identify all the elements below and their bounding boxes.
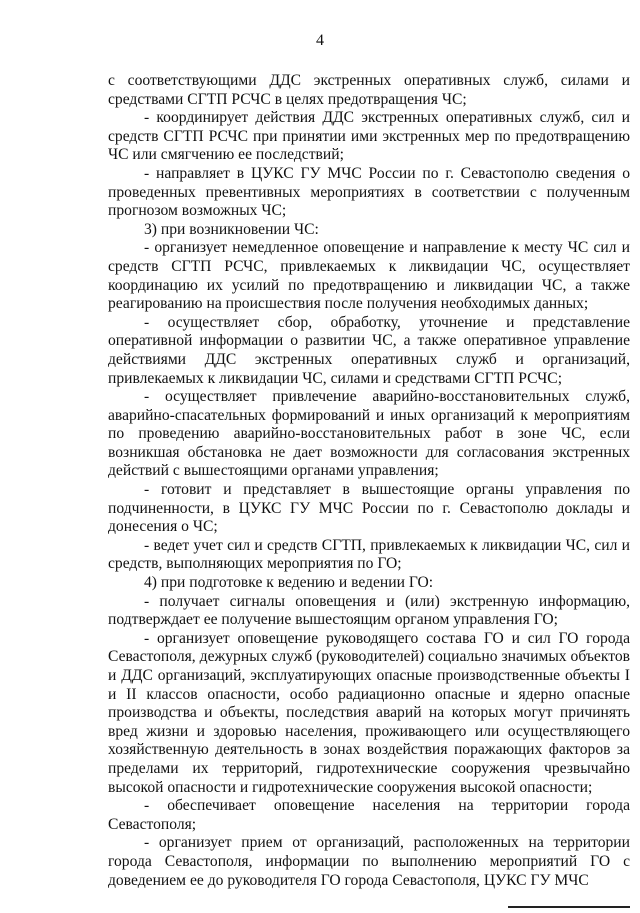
section-heading-4: 4) при подготовке к ведению и ведении ГО: [144,574,434,592]
paragraph-14: - организует прием от организаций, расположенных на территории города Севастополя, информации по выполнению мероприятий ГО с доведением ее до руководителя ГО города Севастополя, ЦУКС ГУ МЧС [108,834,630,889]
paragraph-9: - ведет учет сил и средств СГТП, привлекаемых к ликвидации ЧС, сил и средств, выполняющих мероприятия по ГО; [108,536,630,573]
paragraph-12: - организует оповещение руководящего состава ГО и сил ГО города Севастополя, дежурных служб (руководителей) социально значимых объектов и ДДС организаций, эксплуатирующих опасные производственные объекты I и II классов опасности, особо радиационно опасные и ядерно опасные производства и объекты, последствия аварий на которых могут причинять вред жизни и здоровью населения, проживающего или осуществляющего хозяйственную деятельность в зонах воздействия поражающих факторов за пределами их территорий, гидротехнические сооружения чрезвычайно высокой опасности и гидротехнические сооружения высокой опасности; [108,629,630,796]
paragraph-3: - направляет в ЦУКС ГУ МЧС России по г. Севастополю сведения о проведенных превентивных мероприятиях в соответствии с полученным прогнозом возможных ЧС; [108,164,630,220]
paragraph-5: - организует немедленное оповещение и направление к месту ЧС сил и средств СГТП РСЧС, привлекаемых к ликвидации ЧС, осуществляет координацию их усилий по предотвращению и ликвидации ЧС, а также реагированию на происшествия после получения необходимых данных; [108,239,630,313]
page-number: 4 [316,32,324,49]
paragraph-13: - обеспечивает оповещение населения на территории города Севастополя; [108,797,630,833]
footer-rule [508,906,630,908]
paragraph-2: - координирует действия ДДС экстренных оперативных служб, сил и средств СГТП РСЧС при принятии ими экстренных мер по предотвращению ЧС или смягчению ее последствий; [108,109,630,164]
paragraph-11: - получает сигналы оповещения и (или) экстренную информацию, подтверждает ее получение вышестоящим органом управления ГО; [108,592,630,629]
document-body [108,72,630,890]
paragraph-6: - осуществляет сбор, обработку, уточнение и представление оперативной информации о развитии ЧС, а также оперативное управление действиями ДДС экстренных оперативных служб и организаций, привлекаемых к ликвидации ЧС, силами и средствами СГТП РСЧС; [108,313,630,387]
paragraph-8: - готовит и представляет в вышестоящие органы управления по подчиненности, в ЦУКС ГУ МЧС России по г. Севастополю доклады и донесения о ЧС; [108,481,630,536]
paragraph-1: с соответствующими ДДС экстренных оперативных служб, силами и средствами СГТП РСЧС в целях предотвращения ЧС; [108,72,630,108]
paragraph-7: - осуществляет привлечение аварийно-восстановительных служб, аварийно-спасательных формирований и иных организаций к мероприятиям по проведению аварийно-восстановительных работ в зоне ЧС, если возникшая обстановка не дает возможности для согласования экстренных действий с вышестоящими органами управления; [108,388,630,480]
section-heading-3: 3) при возникновении ЧС: [144,220,319,238]
